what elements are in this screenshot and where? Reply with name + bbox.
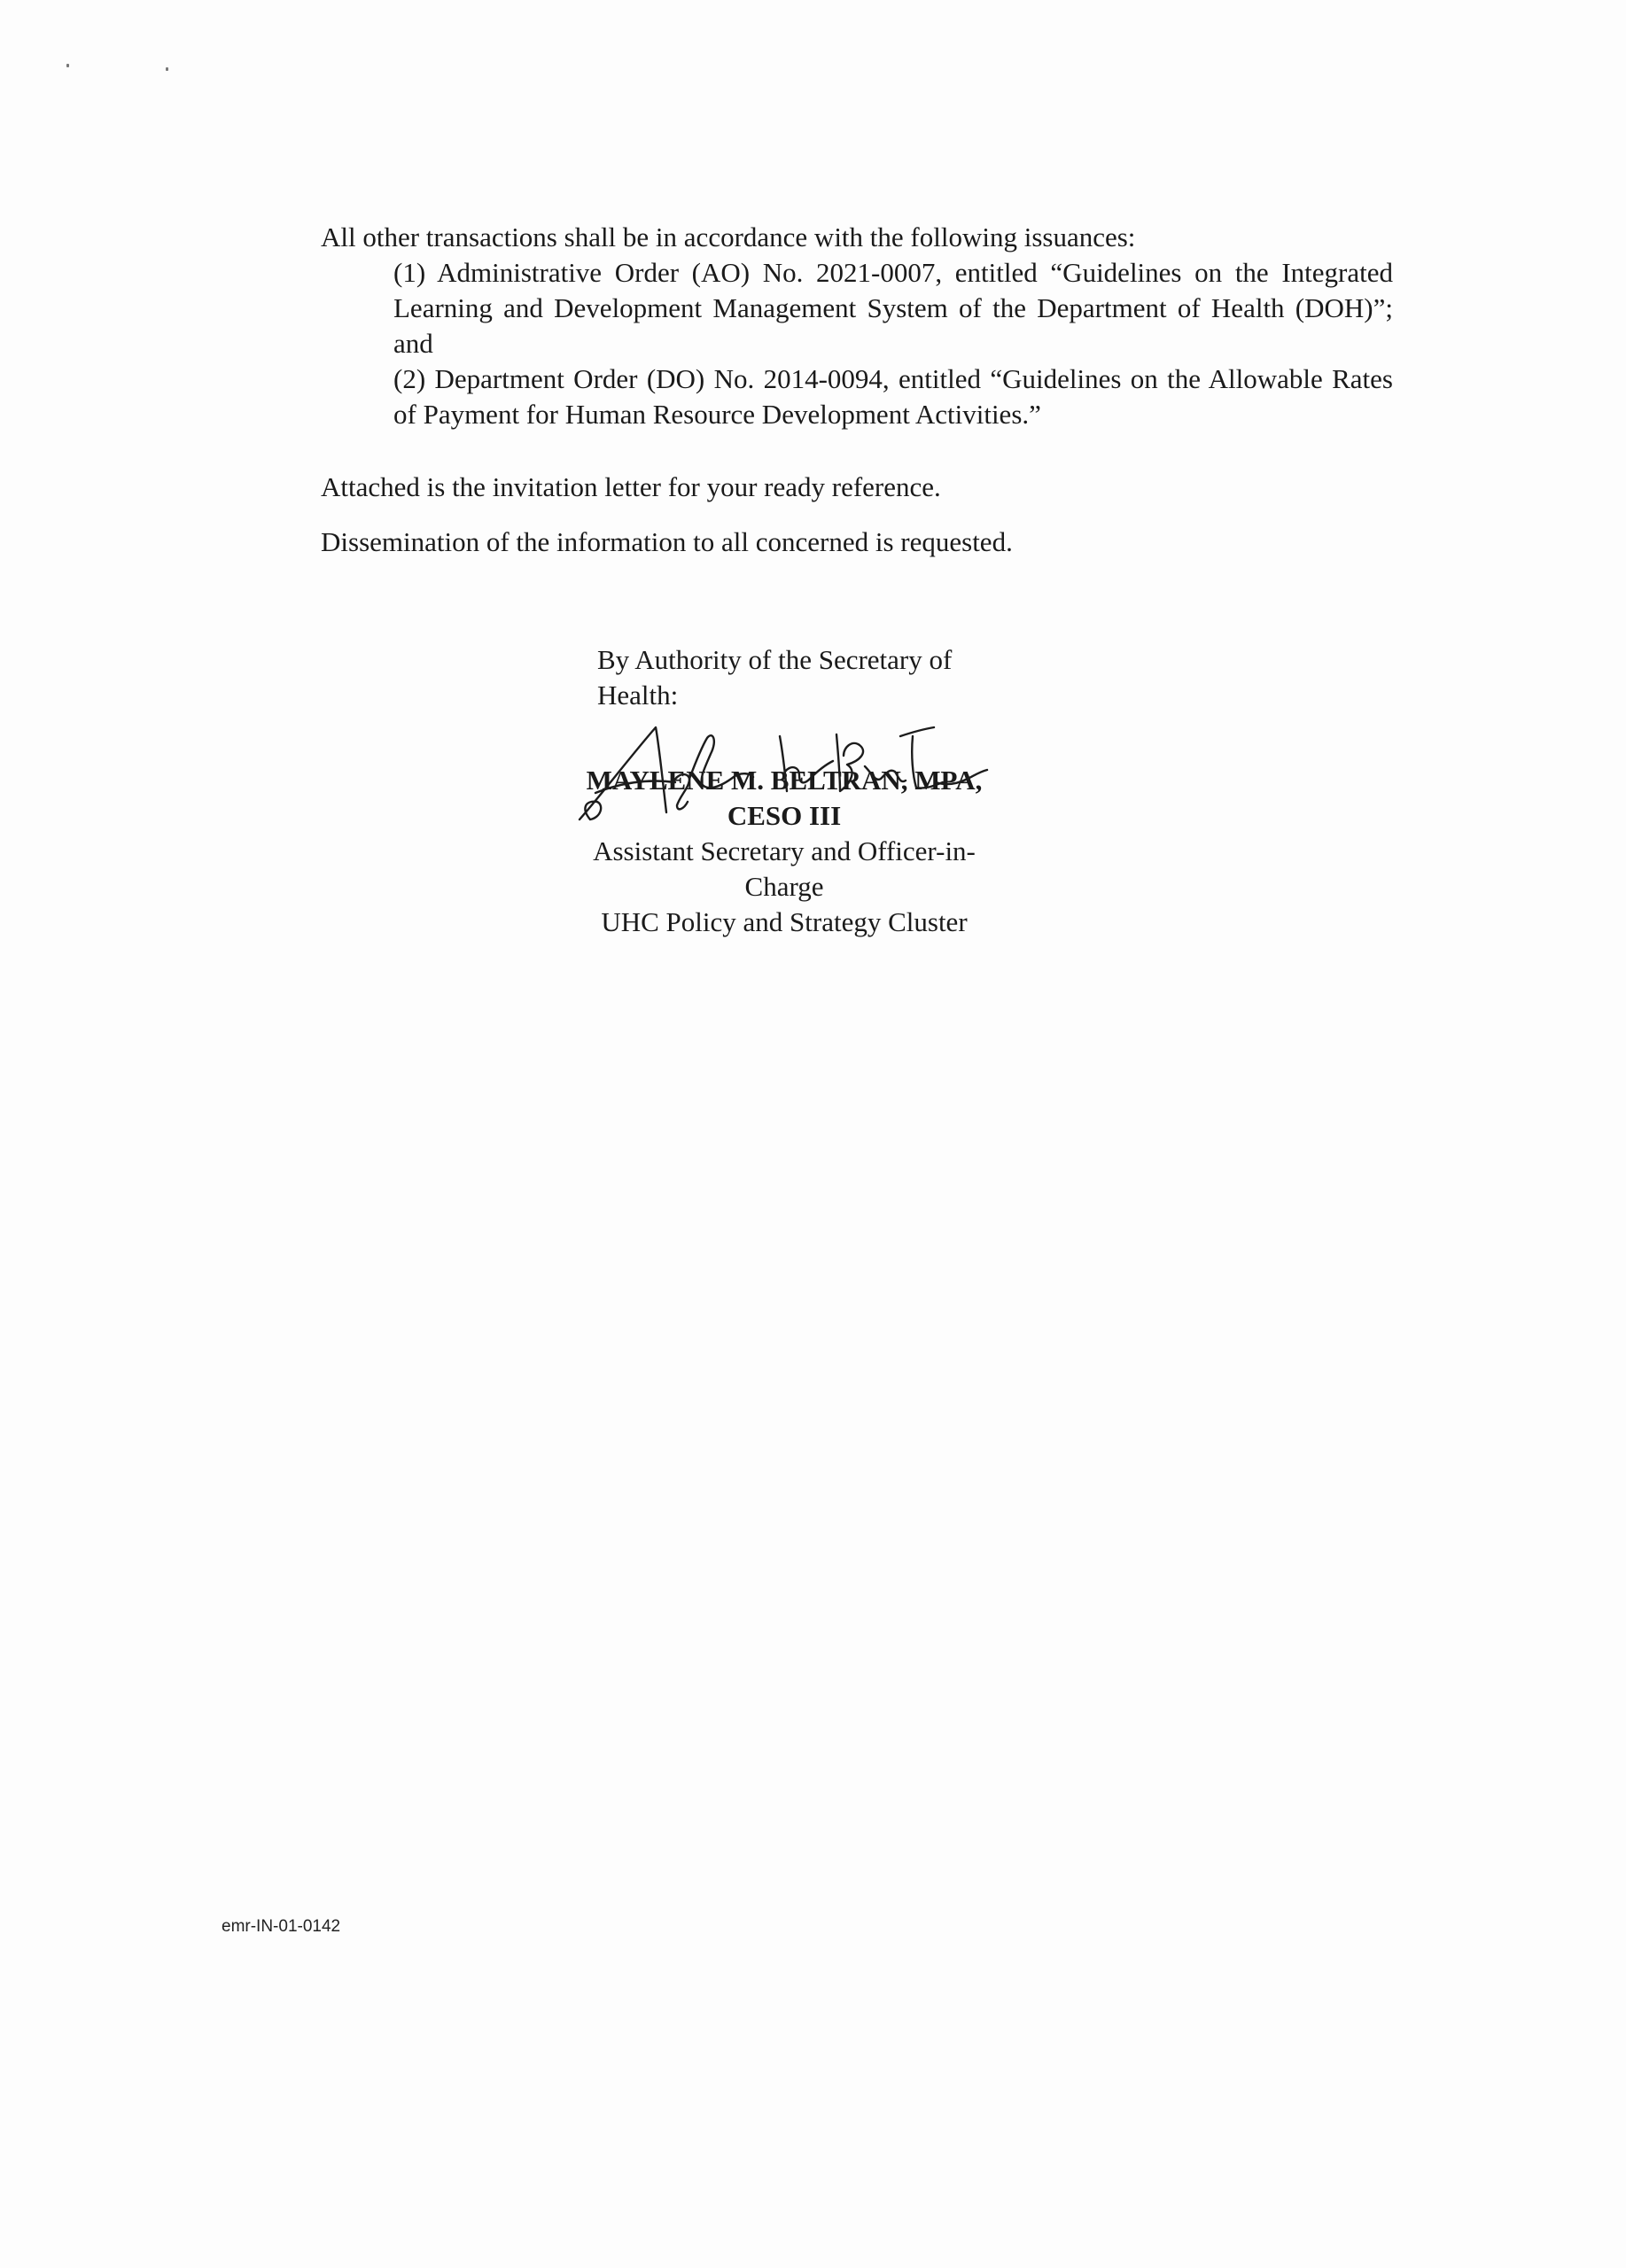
- intro-paragraph: All other transactions shall be in accordance with the following issuances:: [321, 221, 1136, 252]
- issuances-list: [321, 255, 1393, 432]
- scan-speck: [66, 64, 69, 67]
- signatory-cluster: UHC Policy and Strategy Cluster: [601, 906, 968, 937]
- signature-block: [496, 642, 1010, 940]
- authority-line: By Authority of the Secretary of Health:: [597, 644, 953, 711]
- signature-area: [496, 736, 1010, 816]
- issuance-item: (1) Administrative Order (AO) No. 2021-0007, entitled “Guidelines on the Integrated Learning and Development Management System of the Department of Health (DOH)”; and: [393, 257, 1393, 359]
- document-body: [321, 220, 1393, 560]
- scan-speck: [166, 67, 168, 71]
- attached-paragraph: Attached is the invitation letter for your ready reference.: [321, 471, 941, 502]
- signatory-title: Assistant Secretary and Officer-in-Charge: [593, 835, 976, 902]
- handwritten-signature: [578, 720, 994, 827]
- signatory-name: MAYLENE M. BELTRAN, MPA, CESO III: [586, 765, 983, 831]
- dissemination-paragraph: Dissemination of the information to all concerned is requested.: [321, 526, 1013, 557]
- document-code: emr-IN-01-0142: [222, 1917, 341, 1936]
- issuance-item: (2) Department Order (DO) No. 2014-0094, entitled “Guidelines on the Allowable Rates of Payment for Human Resource Development Activities.”: [393, 363, 1393, 430]
